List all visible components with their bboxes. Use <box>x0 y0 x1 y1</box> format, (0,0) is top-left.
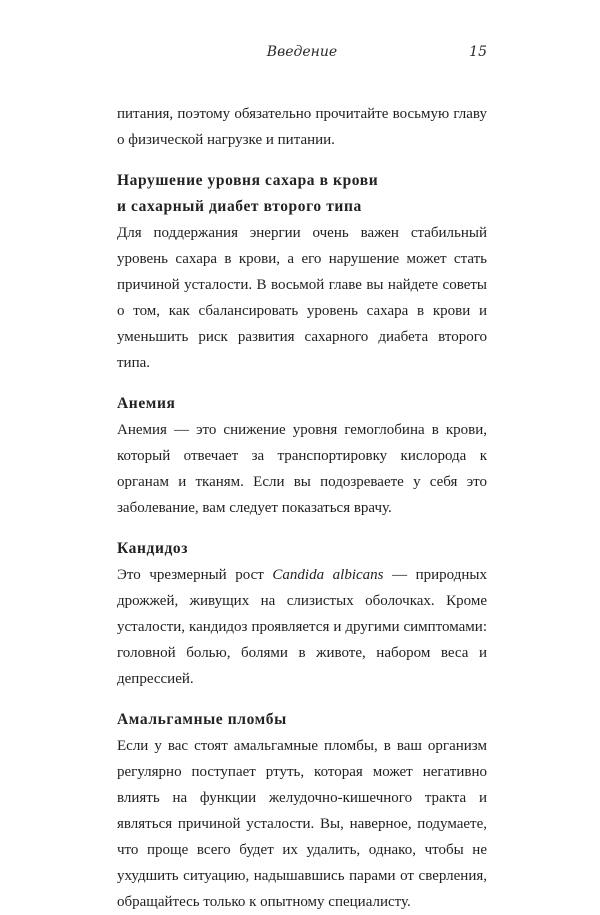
page-content <box>117 101 487 915</box>
running-title: Введение <box>266 44 338 60</box>
section-blood-sugar <box>117 168 487 376</box>
section-heading <box>117 168 487 220</box>
intro-paragraph: питания, поэтому обязательно прочитайте восьмую главу о физической нагрузке и питании. <box>117 106 487 148</box>
section-anemia <box>117 391 487 521</box>
section-heading: Анемия <box>117 395 176 412</box>
heading-line: Нарушение уровня сахара в крови <box>117 172 379 189</box>
section-heading: Амальгамные пломбы <box>117 711 287 728</box>
heading-line: и сахарный диабет второго типа <box>117 198 362 215</box>
section-candidiasis <box>117 536 487 692</box>
page-number: 15 <box>469 44 487 60</box>
body-text: Это чрезмерный рост <box>117 567 273 583</box>
section-body: Если у вас стоят амальгамные пломбы, в ваш организм регулярно поступает ртуть, которая может негативно влиять на функции желудочно-кишечного тракта и являться причиной усталости. Вы, наверное, подумаете, что проще всего будет их удалить, однако, чтобы не ухудшить ситуацию, надышавшись парами от сверления, обращайтесь только к опытному специалисту. <box>117 738 487 910</box>
section-amalgam-fillings <box>117 707 487 915</box>
section-body: Анемия — это снижение уровня гемоглобина в крови, который отвечает за транспортировку кислорода к органам и тканям. Если вы подозреваете у себя это заболевание, вам следует показаться врачу. <box>117 422 487 516</box>
section-body: Для поддержания энергии очень важен стабильный уровень сахара в крови, а его нарушение может стать причиной усталости. В восьмой главе вы найдете советы о том, как сбалансировать уровень сахара в крови и уменьшить риск развития сахарного диабета второго типа. <box>117 225 487 371</box>
body-text: — природных дрожжей, живущих на слизистых оболочках. Кроме усталости, кандидоз проявляется и другими симптомами: головной болью, болями в животе, набором веса и депрессией. <box>117 567 487 687</box>
section-body <box>117 562 487 692</box>
section-heading: Кандидоз <box>117 540 189 557</box>
species-name: Candida albicans <box>272 567 384 583</box>
